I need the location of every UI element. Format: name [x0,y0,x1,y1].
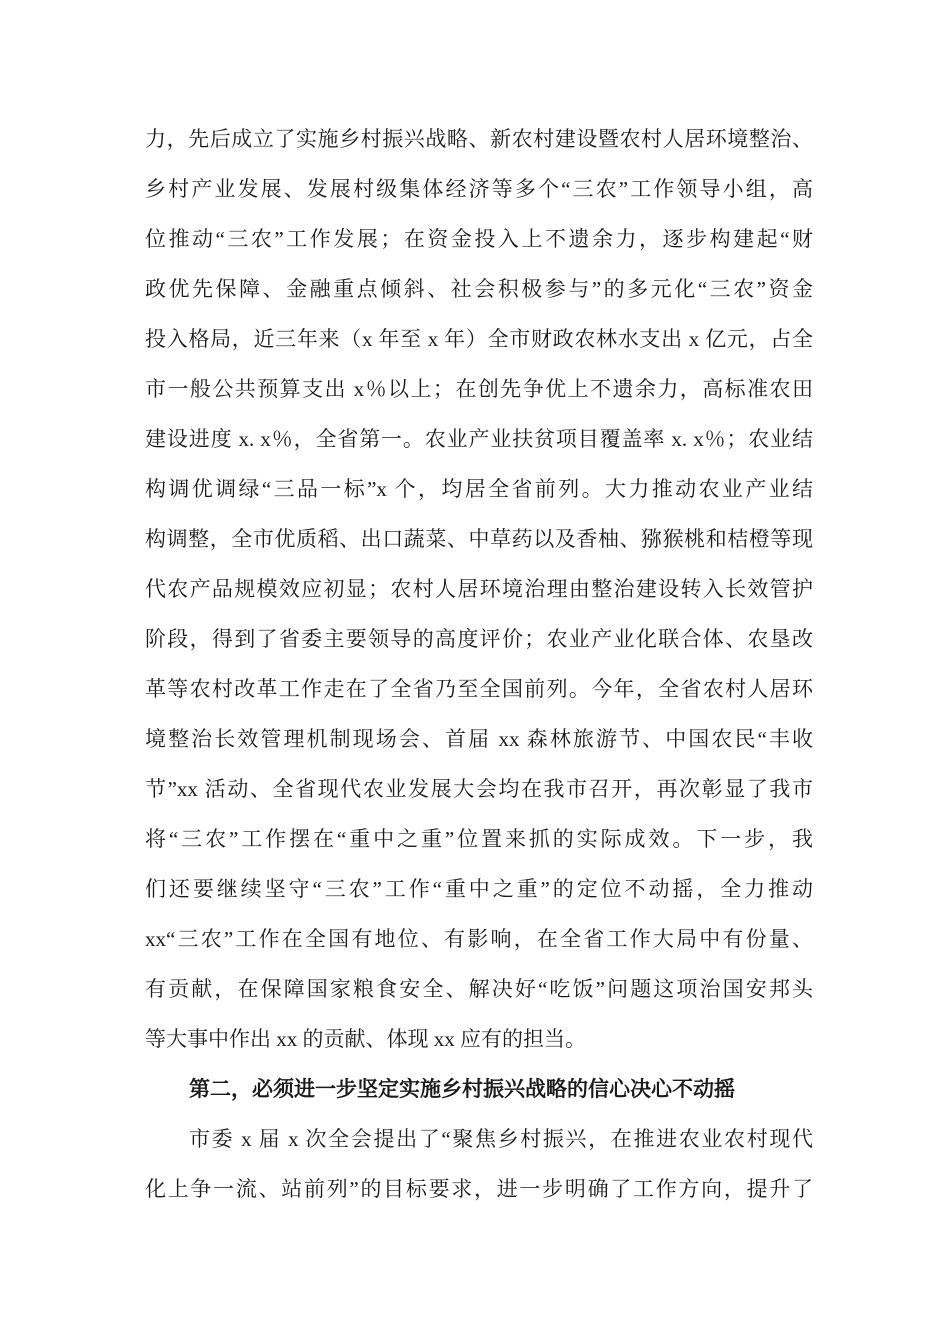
paragraph-line: 构调优调绿“三品一标”x 个，均居全省前列。大力推动农业产业结 [145,477,813,501]
paragraph-line: 革等农村改革工作走在了全省乃至全国前列。今年，全省农村人居环 [145,677,813,701]
paragraph-line: xx“三农”工作在全国有地位、有影响，在全省工作大局中有份量、 [145,927,813,951]
paragraph-line: 将“三农”工作摆在“重中之重”位置来抓的实际成效。下一步，我 [145,827,813,851]
paragraph-line: 代农产品规模效应初显；农村人居环境治理由整治建设转入长效管护 [145,577,813,601]
paragraph-line: 投入格局，近三年来（x 年至 x 年）全市财政农林水支出 x 亿元，占全 [145,327,813,351]
paragraph-line: 们还要继续坚守“三农”工作“重中之重”的定位不动摇，全力推动 [145,877,813,901]
section-heading: 第二，必须进一步坚定实施乡村振兴战略的信心决心不动摇 [189,1077,735,1101]
paragraph-line: 等大事中作出 xx 的贡献、体现 xx 应有的担当。 [145,1027,586,1051]
paragraph-line: 境整治长效管理机制现场会、首届 xx 森林旅游节、中国农民“丰收 [145,727,813,751]
paragraph-line: 建设进度 x. x％，全省第一。农业产业扶贫项目覆盖率 x. x％；农业结 [145,427,813,451]
paragraph-line: 力，先后成立了实施乡村振兴战略、新农村建设暨农村人居环境整治、 [145,127,813,151]
paragraph-line: 化上争一流、站前列”的目标要求，进一步明确了工作方向，提升了 [145,1177,813,1201]
paragraph-line: 市委 x 届 x 次全会提出了“聚焦乡村振兴，在推进农业农村现代 [189,1127,813,1151]
paragraph-line: 市一般公共预算支出 x％以上；在创先争优上不遗余力，高标准农田 [145,377,813,401]
paragraph-line: 节”xx 活动、全省现代农业发展大会均在我市召开，再次彰显了我市 [145,777,813,801]
paragraph-line: 位推动“三农”工作发展；在资金投入上不遗余力，逐步构建起“财 [145,227,813,251]
paragraph-line: 有贡献，在保障国家粮食安全、解决好“吃饭”问题这项治国安邦头 [145,977,813,1001]
paragraph-line: 构调整，全市优质稻、出口蔬菜、中草药以及香柚、猕猴桃和桔橙等现 [145,527,813,551]
document-text-block [145,114,813,1214]
paragraph-line: 政优先保障、金融重点倾斜、社会积极参与”的多元化“三农”资金 [145,277,813,301]
paragraph-line: 乡村产业发展、发展村级集体经济等多个“三农”工作领导小组，高 [145,177,813,201]
paragraph-line: 阶段，得到了省委主要领导的高度评价；农业产业化联合体、农垦改 [145,627,813,651]
